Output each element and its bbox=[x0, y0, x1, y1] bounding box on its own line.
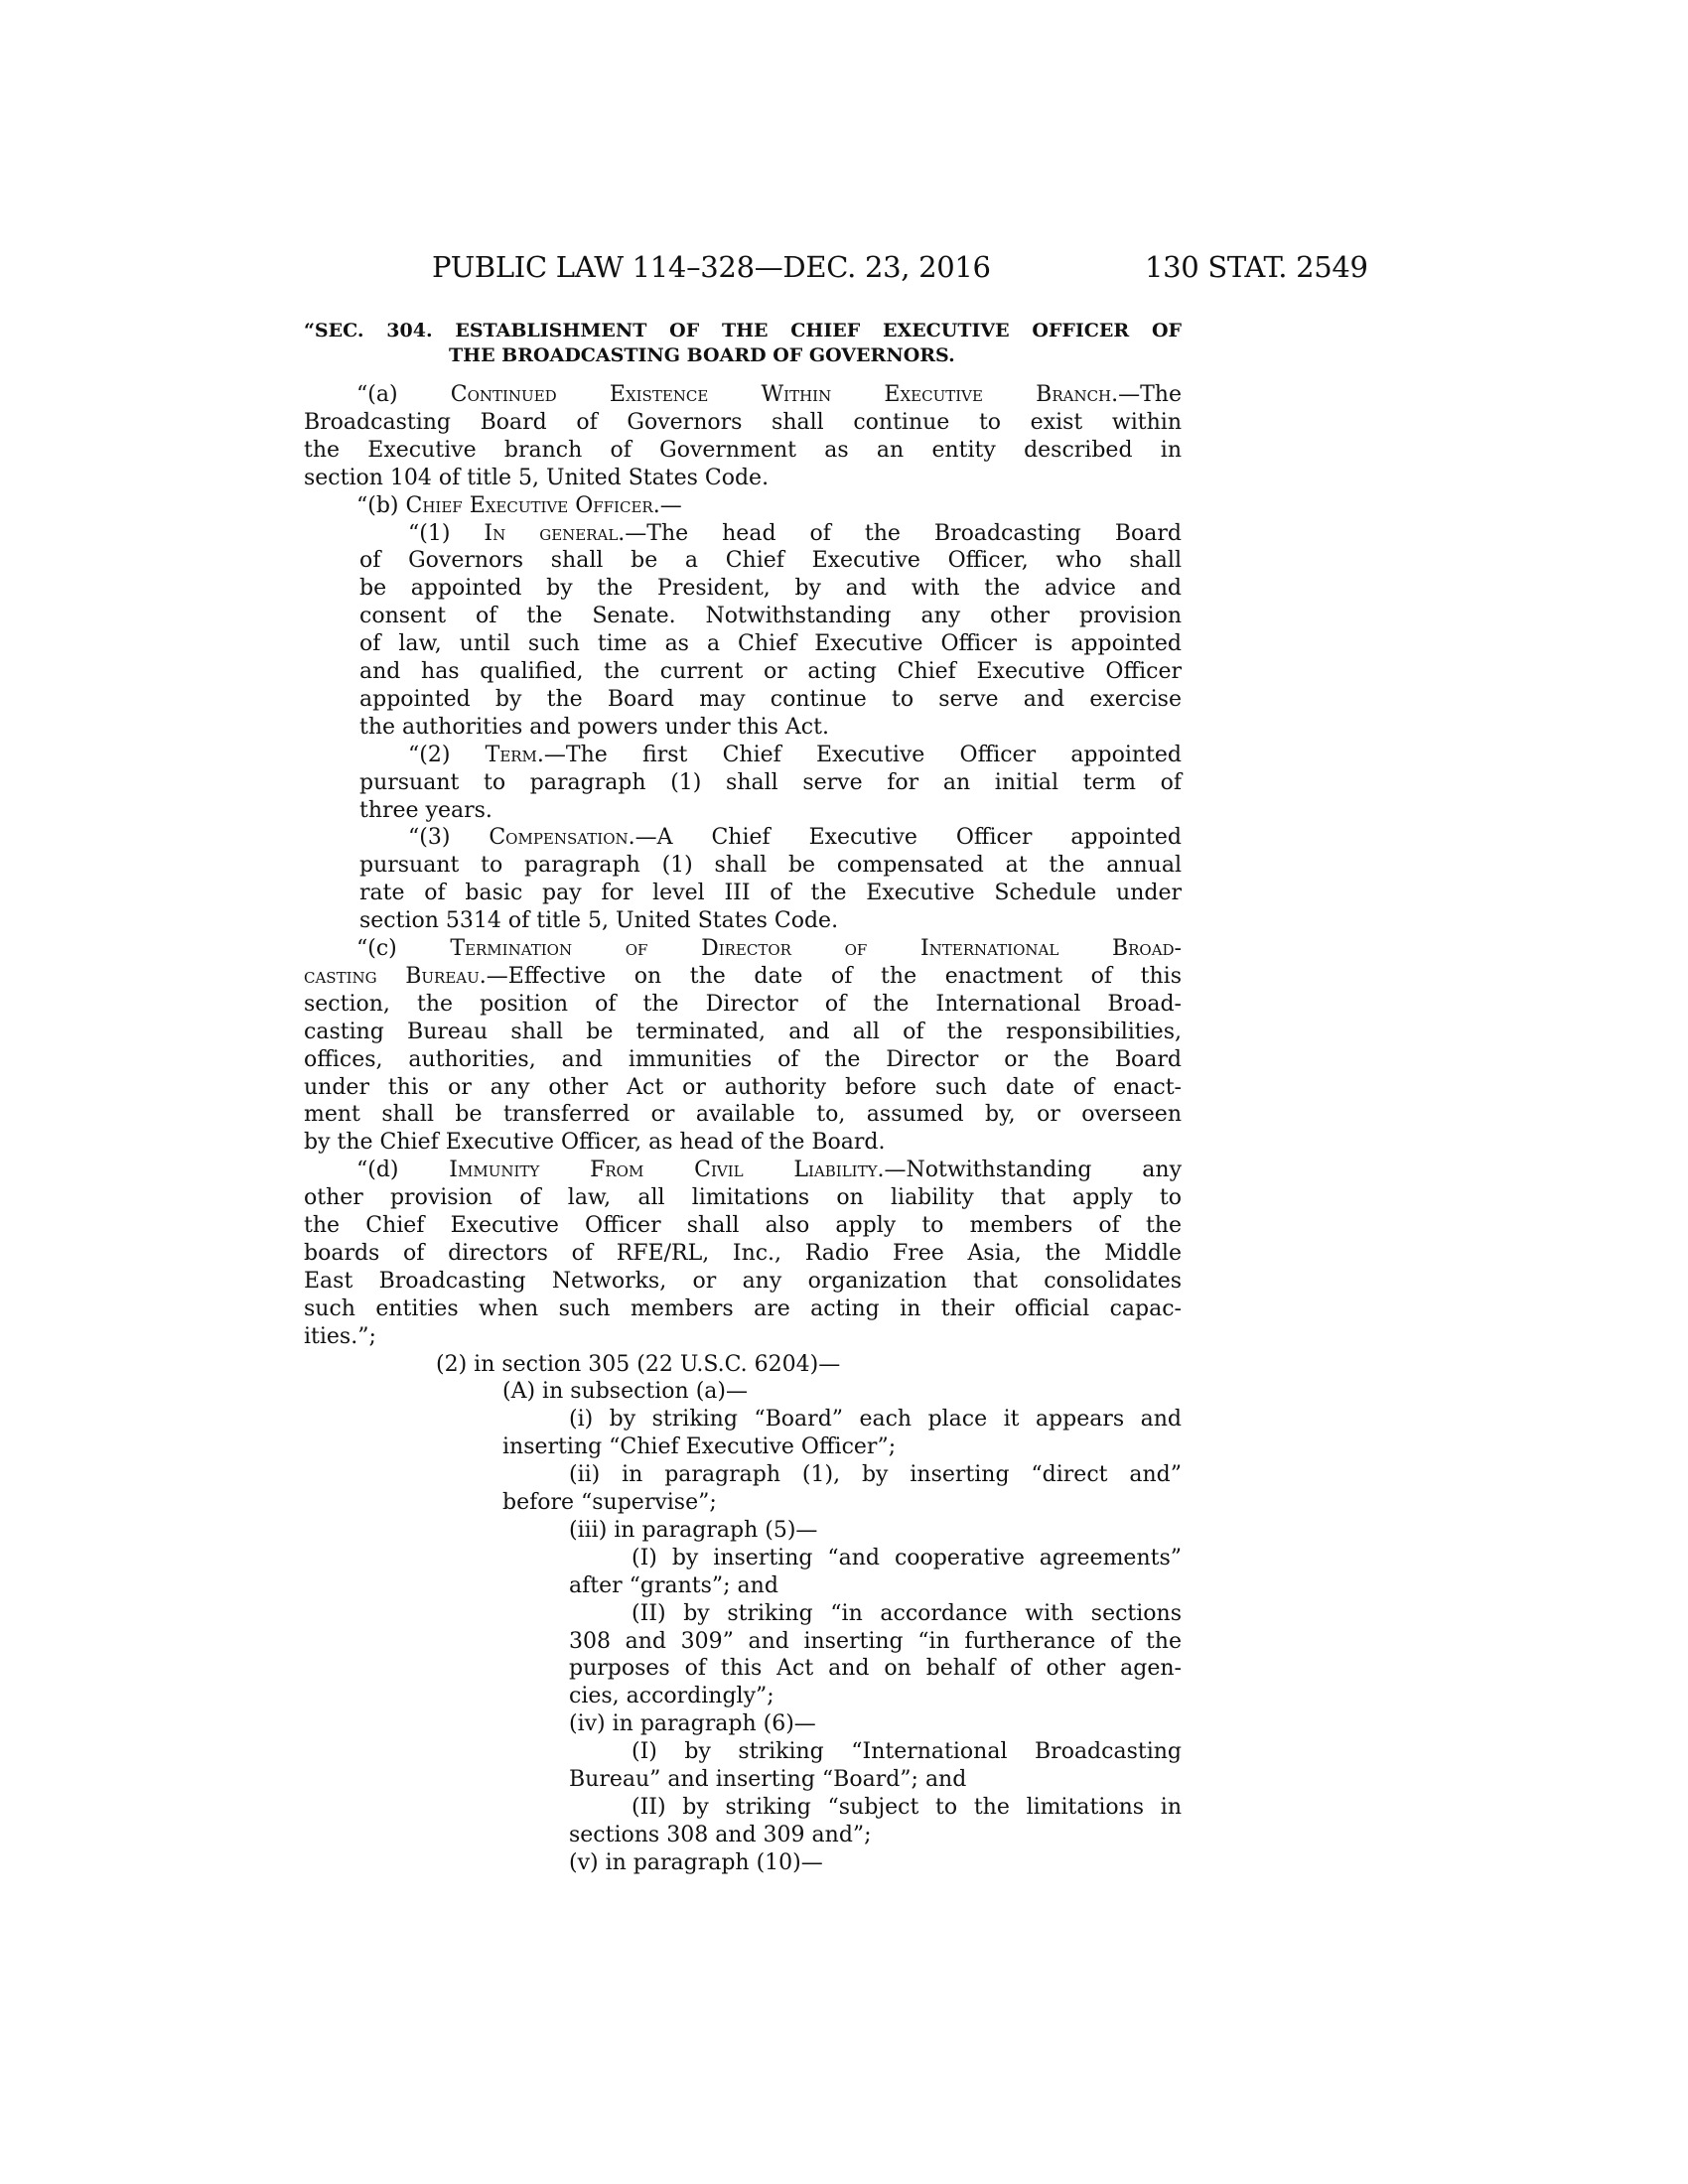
small-caps-heading: Chief Executive Officer. bbox=[405, 492, 660, 518]
small-caps-heading: Termination of Director of International Broad- bbox=[450, 936, 1182, 961]
text-line bbox=[359, 547, 1182, 575]
line-text: inserting “Chief Executive Officer”; bbox=[502, 1434, 897, 1460]
text-line bbox=[359, 686, 1182, 714]
text-line bbox=[359, 907, 1182, 935]
small-caps-heading: Compensation. bbox=[489, 825, 635, 851]
text-line bbox=[304, 1212, 1182, 1240]
line-text: “(3) bbox=[408, 825, 490, 851]
text-line bbox=[569, 1406, 1182, 1433]
text-line bbox=[359, 769, 1182, 797]
text-line bbox=[408, 742, 1182, 769]
line-text: section 5314 of title 5, United States Code. bbox=[359, 908, 839, 934]
small-caps-heading: casting Bureau. bbox=[304, 963, 487, 989]
line-text: boards of directors of RFE/RL, Inc., Radio Free Asia, the Middle bbox=[304, 1240, 1182, 1266]
text-line bbox=[502, 1378, 1182, 1406]
line-text: of law, until such time as a Chief Executive Officer is appointed bbox=[359, 631, 1182, 657]
line-text: purposes of this Act and on behalf of other agen- bbox=[569, 1656, 1182, 1682]
line-text: casting Bureau shall be terminated, and all of the responsibilities, bbox=[304, 1019, 1182, 1044]
page-number: 130 STAT. 2549 bbox=[1145, 250, 1368, 284]
line-text: (v) in paragraph (10)— bbox=[569, 1849, 823, 1875]
small-caps-heading: Term. bbox=[485, 742, 544, 767]
line-text: “(1) bbox=[408, 520, 485, 546]
line-text: and has qualified, the current or acting Chief Executive Officer bbox=[359, 659, 1182, 684]
text-line bbox=[408, 824, 1182, 852]
line-text: (2) in section 305 (22 U.S.C. 6204)— bbox=[436, 1351, 841, 1377]
text-line bbox=[569, 1683, 1182, 1710]
text-line bbox=[304, 1046, 1182, 1074]
line-text: section, the position of the Director of the International Broad- bbox=[304, 991, 1182, 1017]
line-text: (I) by striking “International Broadcasting bbox=[632, 1739, 1182, 1765]
text-line bbox=[304, 1240, 1182, 1268]
line-text: 308 and 309” and inserting “in furtherance of the bbox=[569, 1628, 1182, 1654]
line-text: ities.”; bbox=[304, 1323, 376, 1349]
line-text: three years. bbox=[359, 797, 492, 823]
line-text: the Chief Executive Officer shall also apply to members of the bbox=[304, 1213, 1182, 1238]
text-line bbox=[502, 1433, 1182, 1461]
text-line bbox=[356, 1157, 1182, 1184]
line-text: appointed by the Board may continue to serve and exercise bbox=[359, 686, 1182, 712]
line-text: by the Chief Executive Officer, as head of the Board. bbox=[304, 1130, 886, 1156]
text-line bbox=[304, 437, 1182, 465]
line-text: rate of basic pay for level III of the Executive Schedule under bbox=[359, 881, 1182, 906]
line-text: other provision of law, all limitations on liability that apply to bbox=[304, 1185, 1182, 1211]
line-text: under this or any other Act or authority before such date of enact- bbox=[304, 1074, 1182, 1100]
line-text: (A) in subsection (a)— bbox=[502, 1379, 748, 1405]
line-text: (iii) in paragraph (5)— bbox=[569, 1517, 818, 1543]
line-text: section 104 of title 5, United States Code. bbox=[304, 465, 770, 490]
text-line bbox=[359, 880, 1182, 907]
line-text: —The bbox=[1118, 382, 1182, 407]
line-text: Bureau” and inserting “Board”; and bbox=[569, 1767, 967, 1792]
text-line bbox=[569, 1628, 1182, 1656]
text-line bbox=[304, 465, 1182, 492]
text-line bbox=[569, 1572, 1182, 1600]
text-line bbox=[436, 1351, 1182, 1379]
small-caps-heading: Immunity From Civil Liability. bbox=[449, 1158, 885, 1183]
line-text: —Notwithstanding any bbox=[884, 1158, 1182, 1183]
line-text: “(d) bbox=[356, 1158, 450, 1183]
text-line bbox=[304, 1268, 1182, 1296]
line-text: such entities when such members are acting in their official capac- bbox=[304, 1296, 1182, 1321]
line-text: “(2) bbox=[408, 742, 486, 767]
line-text: —A Chief Executive Officer appointed bbox=[634, 825, 1182, 851]
text-line bbox=[304, 1323, 1182, 1351]
text-line bbox=[632, 1794, 1182, 1822]
section-heading-line: “SEC. 304. ESTABLISHMENT OF THE CHIEF EXECUTIVE OFFICER OF bbox=[304, 320, 1182, 341]
line-text: East Broadcasting Networks, or any organization that consolidates bbox=[304, 1268, 1182, 1294]
line-text: Broadcasting Board of Governors shall continue to exist within bbox=[304, 409, 1182, 435]
line-text: (ii) in paragraph (1), by inserting “direct and” bbox=[569, 1462, 1182, 1488]
text-line bbox=[304, 1019, 1182, 1046]
running-header-title: PUBLIC LAW 114–328—DEC. 23, 2016 bbox=[432, 250, 991, 284]
line-text: “(a) bbox=[356, 382, 451, 407]
text-line bbox=[356, 492, 1182, 520]
text-line bbox=[569, 1710, 1182, 1738]
text-line bbox=[569, 1849, 1182, 1877]
line-text: (II) by striking “subject to the limitations in bbox=[632, 1794, 1182, 1820]
text-line bbox=[304, 1184, 1182, 1212]
text-line bbox=[359, 797, 1182, 825]
line-text: —Effective on the date of the enactment of this bbox=[486, 963, 1182, 989]
text-line bbox=[304, 963, 1182, 991]
text-line bbox=[632, 1545, 1182, 1572]
text-line bbox=[569, 1461, 1182, 1489]
line-text: —The head of the Broadcasting Board bbox=[625, 520, 1182, 546]
text-line bbox=[359, 630, 1182, 658]
text-line bbox=[408, 520, 1182, 548]
line-text: (iv) in paragraph (6)— bbox=[569, 1711, 816, 1737]
text-line bbox=[632, 1600, 1182, 1628]
line-text: of Governors shall be a Chief Executive Officer, who shall bbox=[359, 548, 1182, 574]
text-line bbox=[304, 1074, 1182, 1102]
line-text: after “grants”; and bbox=[569, 1572, 778, 1598]
text-line bbox=[356, 381, 1182, 409]
text-line bbox=[569, 1766, 1182, 1794]
line-text: pursuant to paragraph (1) shall be compensated at the annual bbox=[359, 853, 1182, 879]
text-line bbox=[569, 1822, 1182, 1849]
text-line bbox=[569, 1517, 1182, 1545]
line-text: the Executive branch of Government as an entity described in bbox=[304, 437, 1182, 463]
text-line bbox=[304, 1129, 1182, 1157]
small-caps-heading: Continued Existence Within Executive Branch. bbox=[450, 382, 1119, 407]
line-text: offices, authorities, and immunities of the Director or the Board bbox=[304, 1046, 1182, 1072]
line-text: — bbox=[659, 492, 682, 518]
line-text: ment shall be transferred or available to, assumed by, or overseen bbox=[304, 1102, 1182, 1128]
line-text: be appointed by the President, by and with the advice and bbox=[359, 576, 1182, 602]
line-text: cies, accordingly”; bbox=[569, 1684, 774, 1709]
text-line bbox=[304, 1296, 1182, 1323]
text-line bbox=[569, 1655, 1182, 1683]
text-line bbox=[502, 1489, 1182, 1517]
text-line bbox=[359, 575, 1182, 603]
line-text: —The first Chief Executive Officer appointed bbox=[543, 742, 1182, 767]
text-line bbox=[632, 1738, 1182, 1766]
line-text: “(b) bbox=[356, 492, 406, 518]
text-line bbox=[359, 714, 1182, 742]
line-text: pursuant to paragraph (1) shall serve for an initial term of bbox=[359, 769, 1182, 795]
text-line bbox=[304, 991, 1182, 1019]
line-text: before “supervise”; bbox=[502, 1490, 717, 1515]
section-heading-line: THE BROADCASTING BOARD OF GOVERNORS. bbox=[449, 344, 955, 366]
small-caps-heading: In general. bbox=[484, 520, 626, 546]
text-line bbox=[359, 658, 1182, 686]
text-line bbox=[356, 935, 1182, 963]
line-text: (II) by striking “in accordance with sections bbox=[632, 1600, 1182, 1626]
text-line bbox=[304, 409, 1182, 437]
text-line bbox=[359, 603, 1182, 630]
line-text: the authorities and powers under this Act. bbox=[359, 714, 829, 740]
line-text: (i) by striking “Board” each place it appears and bbox=[569, 1407, 1182, 1433]
line-text: “(c) bbox=[356, 936, 451, 961]
text-line bbox=[359, 852, 1182, 880]
text-line bbox=[304, 1101, 1182, 1129]
line-text: (I) by inserting “and cooperative agreements” bbox=[632, 1545, 1182, 1570]
line-text: sections 308 and 309 and”; bbox=[569, 1822, 872, 1847]
line-text: consent of the Senate. Notwithstanding any other provision bbox=[359, 604, 1182, 629]
